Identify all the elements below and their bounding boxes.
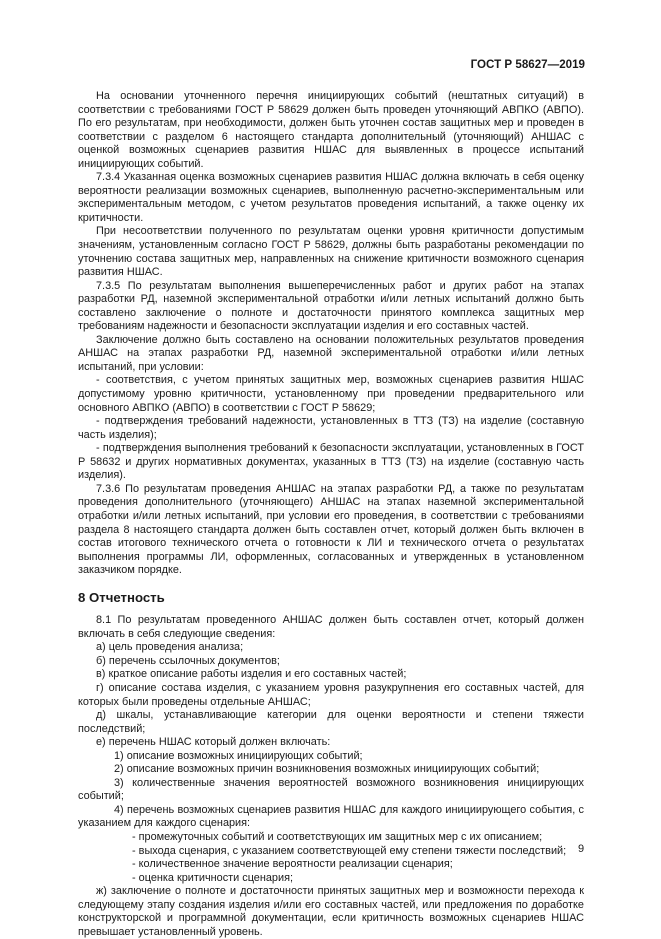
body-text xyxy=(78,90,584,939)
page-number: 9 xyxy=(578,843,585,855)
dash-item: - промежуточных событий и соответствующих им защитных мер с их описанием; xyxy=(132,830,543,843)
sub-item-3: 3) количественные значения вероятностей возможного возникновения инициирующих событий; xyxy=(78,776,584,803)
list-item-zh: ж) заключение о полноте и достаточности принятых защитных мер и возможности перехода к следующему этапу создания изделия и/или его составных частей, или предложения по доработке конструкторской и программной документации, если критичность возможных сценариев НШАС превышает установленный уровень. xyxy=(78,885,584,938)
list-item: - соответствия, с учетом принятых защитных мер, возможных сценариев развития НШАС допустимому уровню критичности, установленному при проведении предварительного или основного АВПКО (АВПО) в соответствии с ГОСТ Р 58629; xyxy=(78,374,584,414)
dash-item: - оценка критичности сценария; xyxy=(132,871,293,884)
list-item-d: д) шкалы, устанавливающие категории для оценки вероятности и степени тяжести последствий; xyxy=(78,709,584,735)
list-item-v: в) краткое описание работы изделия и его составных частей; xyxy=(96,668,407,681)
list-item-a: а) цель проведения анализа; xyxy=(96,641,244,654)
paragraph-7-3-4: 7.3.4 Указанная оценка возможных сценариев развития НШАС должна включать в себя оценку вероятности реализации возможных сценариев, выполненную расчетно-экспериментальным или экспериментальным методом, с учетом результатов проведения испытаний, а также оценку их критичности. xyxy=(78,171,584,224)
paragraph: Заключение должно быть составлено на основании положительных результатов проведения АНШАС на этапах разработки РД, наземной экспериментальной отработки и/или летных испытаний, при условии: xyxy=(78,333,584,373)
paragraph-7-3-6: 7.3.6 По результатам проведения АНШАС на этапах разработки РД, а также по результатам проведения дополнительного (уточняющего) АНШАС на этапах наземной экспериментальной отработки и/или летных испытаний, при условии его проведения, в соответствии с требованиями раздела 8 настоящего стандарта должен быть составлен отчет, который должен быть включен в состав итогового технического отчета о готовности к ЛИ и технического отчета о результатах выполнения программы ЛИ, оформленных, согласованных и утвержденных в установленном заказчиком порядке. xyxy=(78,482,584,577)
list-item-b: б) перечень ссылочных документов; xyxy=(96,654,280,667)
dash-item: - выхода сценария, с указанием соответствующей ему степени тяжести последствий; xyxy=(132,844,567,857)
list-item: - подтверждения требований надежности, установленных в ТТЗ (ТЗ) на изделие (составную часть изделия); xyxy=(78,415,584,441)
paragraph: На основании уточненного перечня инициирующих событий (нештатных ситуаций) в соответствии с требованиями ГОСТ Р 58629 должен быть проведен уточняющий АВПКО (АВПО). По его результатам, при необходимости, должен быть уточнен состав защитных мер и проведен в соответствии с разделом 6 настоящего стандарта дополнительный (уточняющий) АНШАС с оценкой возможных сценариев развития НШАС для выявленных в процессе испытаний инициирующих событий. xyxy=(78,90,584,170)
list-item-e: е) перечень НШАС который должен включать: xyxy=(96,736,331,749)
paragraph-8-1: 8.1 По результатам проведенного АНШАС должен быть составлен отчет, который должен включать в себя следующие сведения: xyxy=(78,614,584,640)
sub-item-1: 1) описание возможных инициирующих событий; xyxy=(114,749,363,762)
paragraph: При несоответствии полученного по результатам оценки уровня критичности допустимым значениям, установленным согласно ГОСТ Р 58629, должны быть разработаны рекомендации по уточнению состава защитных мер, направленных на снижение критичности возможного сценария развития НШАС. xyxy=(78,225,584,279)
section-heading: 8 Отчетность xyxy=(78,589,165,605)
sub-item-2: 2) описание возможных причин возникновения возможных инициирующих событий; xyxy=(114,763,540,776)
standard-designation: ГОСТ Р 58627—2019 xyxy=(470,58,585,71)
list-item-g: г) описание состава изделия, с указанием уровня разукрупнения его составных частей, для которых были проведены отдельные АНШАС; xyxy=(78,681,584,708)
paragraph-7-3-5: 7.3.5 По результатам выполнения вышеперечисленных работ и других работ на этапах разработки РД, наземной экспериментальной отработки и/или летных испытаний должно быть составлено заключение о полноте и достаточности принятого комплекса защитных мер требованиям надежности и безопасности эксплуатации изделия и его составных частей. xyxy=(78,279,584,333)
sub-item-4: 4) перечень возможных сценариев развития НШАС для каждого инициирующего события, с указанием для каждого сценария: xyxy=(78,803,584,830)
dash-item: - количественное значение вероятности реализации сценария; xyxy=(132,858,453,871)
list-item: - подтверждения выполнения требований к безопасности эксплуатации, установленных в ГОСТ Р 58632 и других нормативных документах, указанных в ТТЗ (ТЗ) на изделие (составную часть изделия). xyxy=(78,442,584,482)
